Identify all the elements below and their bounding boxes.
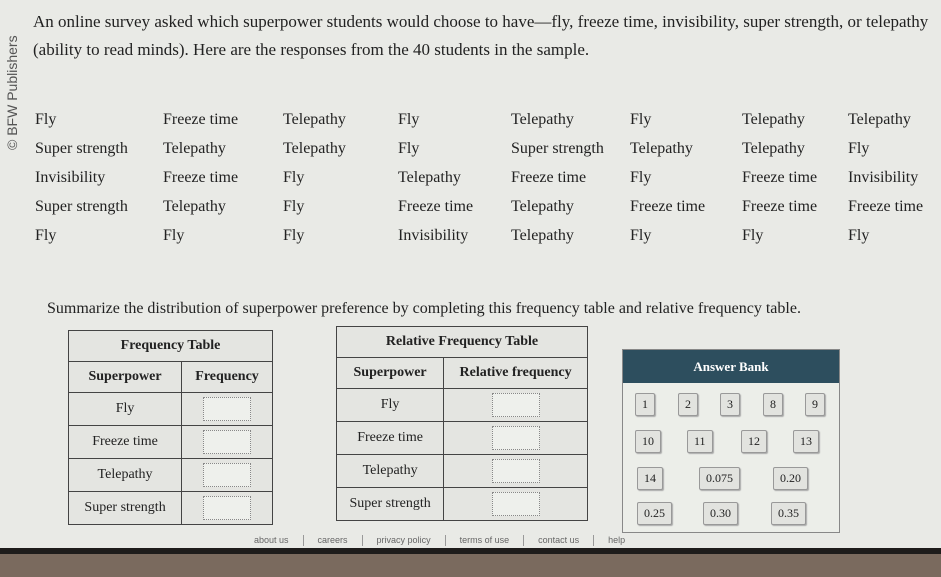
- answer-bank: [622, 349, 840, 533]
- drop-target[interactable]: [203, 496, 251, 520]
- response-cell: Invisibility: [398, 227, 469, 244]
- response-cell: Fly: [630, 169, 652, 186]
- row-label: Telepathy: [69, 459, 182, 492]
- table-row: [69, 426, 273, 459]
- row-label: Freeze time: [69, 426, 182, 459]
- response-cell: Telepathy: [511, 198, 574, 215]
- response-cell: Telepathy: [163, 140, 226, 157]
- drop-target[interactable]: [203, 463, 251, 487]
- response-cell: Fly: [848, 140, 870, 157]
- footer-link[interactable]: help: [593, 535, 639, 546]
- response-cell: Telepathy: [283, 111, 346, 128]
- response-cell: Telepathy: [283, 140, 346, 157]
- drop-target[interactable]: [203, 430, 251, 454]
- response-cell: Freeze time: [630, 198, 706, 215]
- response-cell: Fly: [35, 111, 57, 128]
- response-cell: Fly: [283, 198, 305, 215]
- table-row: [337, 389, 588, 422]
- answer-tile[interactable]: 9: [805, 393, 825, 416]
- column-header: Relative frequency: [444, 358, 588, 389]
- response-cell: Telepathy: [742, 111, 805, 128]
- answer-tile[interactable]: 13: [793, 430, 819, 453]
- publisher-watermark: © BFW Publishers: [4, 35, 20, 150]
- answer-tile[interactable]: 0.30: [703, 502, 738, 525]
- response-cell: Fly: [283, 227, 305, 244]
- frequency-table: [68, 330, 273, 525]
- response-cell: Fly: [398, 111, 420, 128]
- instruction-prompt: Summarize the distribution of superpower preference by completing this frequency table and relative frequency table.: [47, 300, 801, 317]
- response-cell: Super strength: [35, 198, 128, 215]
- drop-target[interactable]: [203, 397, 251, 421]
- answer-tile[interactable]: 0.075: [699, 467, 740, 490]
- answer-bank-title: Answer Bank: [623, 350, 839, 383]
- response-cell: Freeze time: [742, 169, 818, 186]
- response-cell: Fly: [163, 227, 185, 244]
- column-header: Frequency: [182, 362, 273, 393]
- table-row: [69, 459, 273, 492]
- response-cell: Freeze time: [398, 198, 474, 215]
- response-cell: Freeze time: [511, 169, 587, 186]
- answer-tile[interactable]: 3: [720, 393, 740, 416]
- answer-tile[interactable]: 11: [687, 430, 713, 453]
- drop-target[interactable]: [492, 459, 540, 483]
- drop-target[interactable]: [492, 426, 540, 450]
- response-cell: Telepathy: [742, 140, 805, 157]
- drop-target[interactable]: [492, 393, 540, 417]
- answer-tile[interactable]: 0.20: [773, 467, 808, 490]
- table-row: [337, 422, 588, 455]
- footer-link[interactable]: terms of use: [445, 535, 524, 546]
- answer-tile[interactable]: 14: [637, 467, 663, 490]
- answer-tile[interactable]: 0.35: [771, 502, 806, 525]
- response-cell: Fly: [283, 169, 305, 186]
- answer-tile[interactable]: 10: [635, 430, 661, 453]
- answer-tile[interactable]: 1: [635, 393, 655, 416]
- response-cell: Telepathy: [511, 227, 574, 244]
- footer-link[interactable]: careers: [303, 535, 362, 546]
- response-cell: Freeze time: [163, 169, 239, 186]
- row-label: Freeze time: [337, 422, 444, 455]
- row-label: Super strength: [69, 492, 182, 525]
- column-header: Superpower: [69, 362, 182, 393]
- drop-target[interactable]: [492, 492, 540, 516]
- answer-tile[interactable]: 0.25: [637, 502, 672, 525]
- relative-frequency-table: [336, 326, 588, 521]
- table-title: Relative Frequency Table: [337, 327, 588, 358]
- response-cell: Telepathy: [848, 111, 911, 128]
- response-cell: Fly: [630, 227, 652, 244]
- response-cell: Fly: [630, 111, 652, 128]
- table-row: [337, 488, 588, 521]
- response-cell: Freeze time: [848, 198, 924, 215]
- response-cell: Freeze time: [163, 111, 239, 128]
- response-cell: Fly: [742, 227, 764, 244]
- response-cell: Telepathy: [511, 111, 574, 128]
- response-cell: Fly: [398, 140, 420, 157]
- response-cell: Invisibility: [35, 169, 106, 186]
- response-cell: Telepathy: [630, 140, 693, 157]
- footer-links: [240, 535, 639, 546]
- response-cell: Invisibility: [848, 169, 919, 186]
- footer-link[interactable]: about us: [254, 535, 289, 545]
- answer-tile[interactable]: 8: [763, 393, 783, 416]
- response-cell: Fly: [35, 227, 57, 244]
- response-cell: Super strength: [511, 140, 604, 157]
- problem-intro: An online survey asked which superpower students would choose to have—fly, freeze time, invisibility, super strength, or telepathy (ability to read minds). Here are the responses from the 40 students in the sample.: [33, 12, 929, 59]
- table-row: [69, 492, 273, 525]
- table-row: [337, 455, 588, 488]
- response-cell: Super strength: [35, 140, 128, 157]
- response-cell: Telepathy: [398, 169, 461, 186]
- column-header: Superpower: [337, 358, 444, 389]
- row-label: Fly: [337, 389, 444, 422]
- row-label: Fly: [69, 393, 182, 426]
- row-label: Super strength: [337, 488, 444, 521]
- table-title: Frequency Table: [69, 331, 273, 362]
- row-label: Telepathy: [337, 455, 444, 488]
- footer-link[interactable]: contact us: [523, 535, 593, 546]
- footer-link[interactable]: privacy policy: [362, 535, 445, 546]
- monitor-bezel: [0, 548, 941, 554]
- answer-tile[interactable]: 12: [741, 430, 767, 453]
- response-cell: Fly: [848, 227, 870, 244]
- table-row: [69, 393, 273, 426]
- answer-tile[interactable]: 2: [678, 393, 698, 416]
- response-cell: Freeze time: [742, 198, 818, 215]
- response-cell: Telepathy: [163, 198, 226, 215]
